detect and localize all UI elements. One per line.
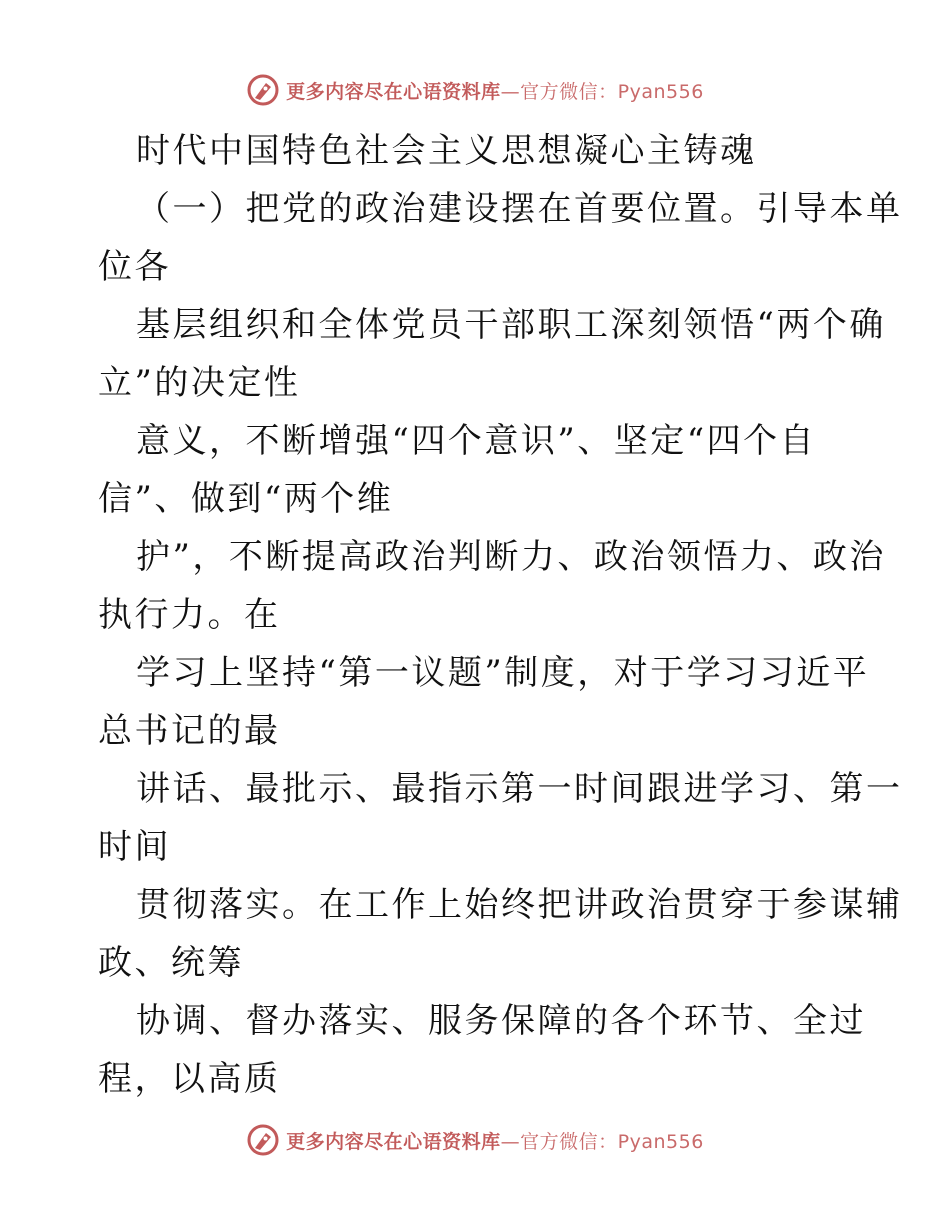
text-line: 程，以高质 — [98, 1059, 281, 1099]
watermark-text — [286, 77, 704, 104]
pen-nib-logo-icon — [246, 1123, 280, 1157]
text-line: 贯彻落实。在工作上始终把讲政治贯穿于参谋辅 — [136, 885, 903, 925]
watermark-wechat: 官方微信：Pyan556 — [520, 1130, 704, 1153]
pen-nib-logo-icon — [246, 73, 280, 107]
text-line: 时间 — [98, 827, 171, 867]
header-watermark-banner — [0, 70, 950, 110]
watermark-dash: — — [500, 1130, 521, 1153]
watermark-brand: 更多内容尽在心语资料库 — [286, 80, 501, 103]
text-line: 信”、做到“两个维 — [98, 479, 394, 519]
text-line: 意义，不断增强“四个意识”、坚定“四个自 — [136, 421, 817, 461]
text-line: 基层组织和全体党员干部职工深刻领悟“两个确 — [136, 305, 886, 345]
text-line: 时代中国特色社会主义思想凝心主铸魂 — [136, 131, 757, 171]
watermark-dash: — — [500, 80, 521, 103]
text-line: 政、统筹 — [98, 943, 244, 983]
text-line: 执行力。在 — [98, 595, 281, 635]
watermark-brand: 更多内容尽在心语资料库 — [286, 1130, 501, 1153]
document-body — [98, 122, 903, 1108]
text-line: 护”，不断提高政治判断力、政治领悟力、政治 — [136, 537, 886, 577]
watermark-wechat: 官方微信：Pyan556 — [520, 80, 704, 103]
text-line: 总书记的最 — [98, 711, 281, 751]
watermark-text — [286, 1127, 704, 1154]
text-line: （一）把党的政治建设摆在首要位置。引导本单 — [136, 189, 903, 229]
footer-watermark-banner — [0, 1120, 950, 1160]
text-line: 学习上坚持“第一议题”制度，对于学习习近平 — [136, 653, 870, 693]
text-line: 位各 — [98, 247, 171, 287]
text-line: 讲话、最批示、最指示第一时间跟进学习、第一 — [136, 769, 903, 809]
text-line: 协调、督办落实、服务保障的各个环节、全过 — [136, 1001, 866, 1041]
text-line: 立”的决定性 — [98, 363, 301, 403]
